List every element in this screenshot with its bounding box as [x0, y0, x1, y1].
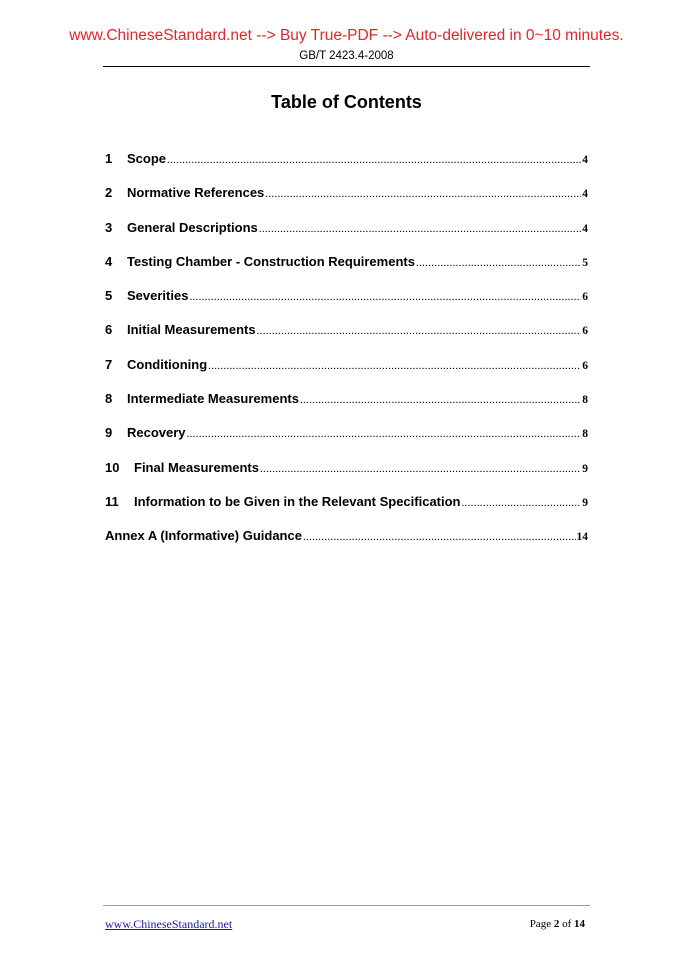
toc-entry-page: 6	[582, 291, 588, 304]
toc-entry-number: 1	[105, 151, 113, 166]
toc-entry-number: 7	[105, 356, 113, 372]
toc-entry-label: Final Measurements	[134, 459, 259, 475]
page-total: 14	[574, 918, 585, 930]
toc-entry[interactable]	[105, 220, 588, 254]
toc-entry-number: 10	[105, 459, 120, 475]
document-id: GB/T 2423.4-2008	[299, 50, 394, 62]
toc-entry-page: 4	[582, 154, 588, 166]
toc-entry-page: 8	[582, 428, 588, 441]
toc-leader-dots	[167, 154, 581, 166]
toc-leader-dots	[265, 188, 581, 200]
toc-entry-number: 4	[105, 253, 113, 269]
toc-entry-page: 14	[576, 531, 588, 544]
toc-leader-dots	[187, 428, 582, 440]
toc-entry-label: Normative References	[127, 185, 265, 201]
toc-leader-dots	[300, 394, 581, 406]
page-current: 2	[553, 918, 560, 930]
toc-leader-dots	[416, 257, 581, 269]
toc-entry[interactable]	[105, 460, 588, 494]
toc-entry-page: 4	[582, 188, 588, 201]
toc-entry-number: 2	[105, 185, 113, 201]
toc-entry-number: 3	[105, 219, 113, 235]
toc-entry-label: Severities	[127, 288, 189, 304]
toc-entry-label: Intermediate Measurements	[127, 391, 299, 407]
toc-entry-page: 9	[582, 496, 588, 509]
toc-entry-page: 5	[582, 256, 588, 269]
toc-entry-label: Information to be Given in the Relevant Specification	[134, 493, 461, 509]
toc-entry[interactable]	[105, 425, 588, 459]
toc-entry-number: 8	[105, 391, 113, 407]
footer-divider	[103, 905, 590, 906]
toc-leader-dots	[257, 325, 582, 337]
toc-entry-label: Initial Measurements	[127, 322, 256, 338]
toc-entry-label: Scope	[127, 151, 167, 166]
toc-leader-dots	[189, 291, 581, 303]
promo-banner-link[interactable]: www.ChineseStandard.net --> Buy True-PDF --> Auto-delivered in 0~10 minutes.	[69, 27, 624, 44]
toc-entry-label: Testing Chamber - Construction Requirements	[127, 253, 415, 269]
footer-site-link[interactable]: www.ChineseStandard.net	[105, 917, 233, 931]
toc-entry-annex[interactable]	[105, 528, 588, 562]
toc-leader-dots	[303, 531, 576, 543]
toc-entry-label: Annex A (Informative) Guidance	[105, 528, 302, 544]
toc-entry[interactable]	[105, 185, 588, 219]
toc-entry-number: 9	[105, 425, 113, 441]
page-label: Page	[529, 918, 552, 930]
toc-entry-page: 4	[582, 222, 588, 235]
toc-leader-dots	[259, 223, 581, 235]
toc-entry[interactable]	[105, 494, 588, 528]
toc-entry[interactable]	[105, 357, 588, 391]
toc-entry-number: 11	[105, 493, 119, 509]
table-of-contents	[105, 151, 588, 563]
toc-leader-dots	[462, 497, 582, 509]
toc-entry[interactable]	[105, 288, 588, 322]
toc-entry-page: 6	[582, 359, 588, 372]
toc-entry-page: 8	[582, 394, 588, 407]
toc-entry-number: 6	[105, 322, 113, 338]
toc-leader-dots	[208, 360, 581, 372]
toc-entry-number: 5	[105, 288, 113, 304]
toc-entry-page: 6	[582, 325, 588, 338]
toc-entry-label: Recovery	[127, 425, 186, 441]
toc-entry-page: 9	[582, 462, 588, 475]
page-indicator	[530, 918, 585, 930]
toc-leader-dots	[260, 463, 581, 475]
toc-entry-label: General Descriptions	[127, 219, 258, 235]
page-title: Table of Contents	[271, 92, 422, 112]
toc-entry[interactable]	[105, 254, 588, 288]
page-of-label: of	[562, 918, 572, 930]
toc-entry[interactable]	[105, 322, 588, 356]
toc-entry[interactable]	[105, 391, 588, 425]
header-divider	[103, 66, 590, 67]
toc-entry[interactable]	[105, 151, 588, 185]
toc-entry-label: Conditioning	[127, 356, 208, 372]
